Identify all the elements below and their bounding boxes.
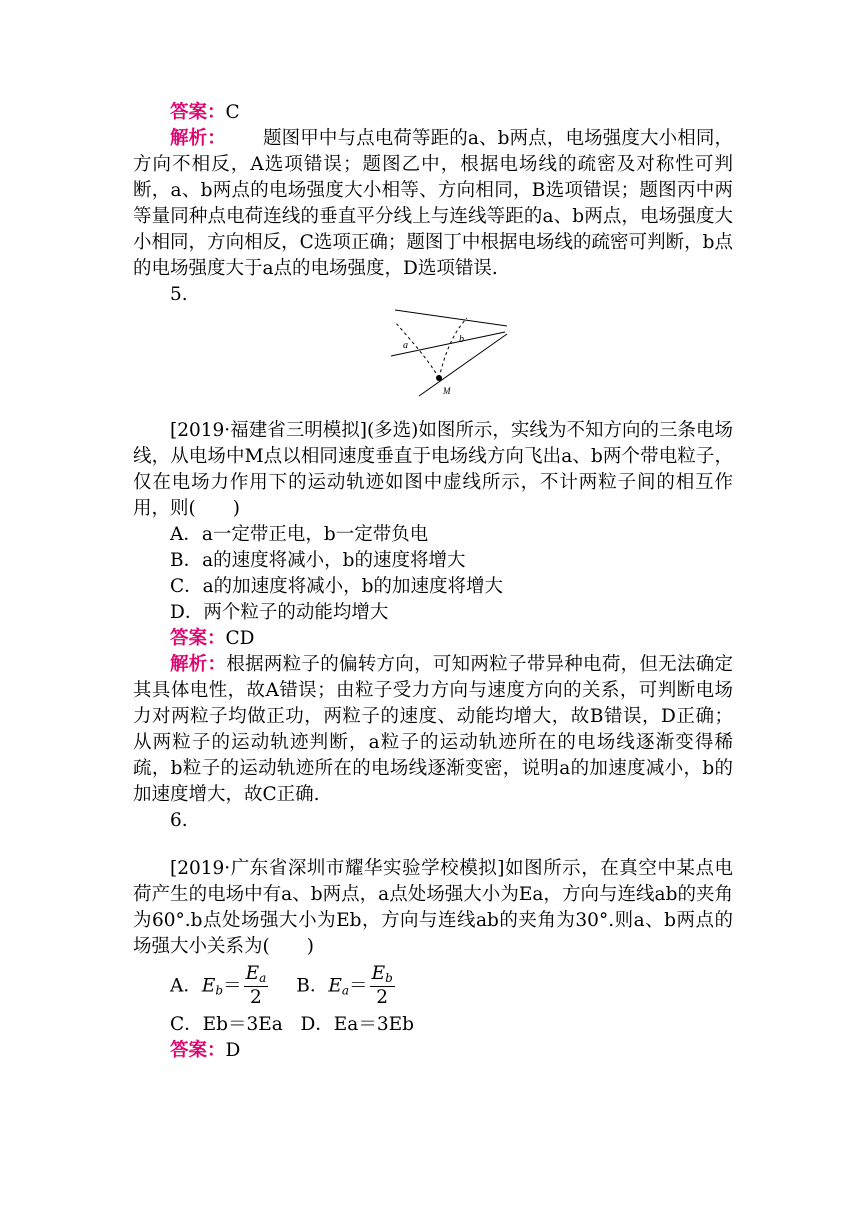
- answer-label: 答案：: [170, 1040, 226, 1061]
- fraction-num: E: [371, 962, 386, 984]
- trajectory-a: [395, 322, 439, 378]
- option-lhs-sub: b: [215, 983, 224, 997]
- fraction: [244, 962, 269, 1008]
- q4-answer: [133, 100, 733, 126]
- q5-answer: [133, 626, 733, 652]
- point-m: [436, 375, 442, 381]
- q5-option-b: B．a的速度将减小，b的速度将增大: [170, 550, 466, 571]
- q6-stem: [2019·广东省深圳市耀华实验学校模拟]如图所示，在真空中某点电荷产生的电场中有a、b两点，a点处场强大小为Ea，方向与连线ab的夹角为60°.b点处场强大小为Eb，方向与连线ab的夹角为30°.则a、b两点的场强大小关系为( ): [133, 858, 733, 957]
- option-lhs: E: [201, 975, 216, 996]
- answer-value: D: [225, 1040, 241, 1061]
- q6-option-c: C．Eb＝3Ea: [170, 1014, 283, 1035]
- q5-option-c: C．a的加速度将减小，b的加速度将增大: [170, 576, 504, 597]
- option-lhs-sub: a: [341, 983, 350, 997]
- option-lhs: E: [328, 975, 342, 996]
- field-line-middle: [391, 332, 505, 356]
- option-eq: ＝: [349, 975, 368, 996]
- answer-value: C: [225, 102, 240, 123]
- option-prefix: A．: [170, 975, 202, 996]
- analysis-text: 题图甲中与点电荷等距的a、b两点，电场强度大小相同，方向不相反，A选项错误；题图乙中，根据电场线的疏密及对称性可判断，a、b两点的电场强度大小相等、方向相同，B选项错误；题图丙中两等量同种点电荷连线的垂直平分线上与连线等距的a、b两点，电场强度大小相同，方向相反，C选项正确；题图丁中根据电场线的疏密可判断，b点的电场强度大于a点的电场强度，D选项错误.: [133, 128, 733, 279]
- q6-options-ab: [133, 960, 733, 1012]
- fraction: [370, 962, 395, 1008]
- analysis-text: 根据两粒子的偏转方向，可知两粒子带异种电荷，但无法确定其具体电性，故A错误；由粒子受力方向与速度方向的关系，可判断电场力对两粒子均做正功，两粒子的速度、动能均增大，故B错误，D正确；从两粒子的运动轨迹判断，a粒子的运动轨迹所在的电场线逐渐变得稀疏，b粒子的运动轨迹所在的电场线逐渐变密，说明a的加速度减小，b的加速度增大，故C正确.: [133, 654, 733, 805]
- q5-stem: [2019·福建省三明模拟](多选)如图所示，实线为不知方向的三条电场线，从电场中M点以相同速度垂直于电场线方向飞出a、b两个带电粒子，仅在电场力作用下的运动轨迹如图中虚线所示，不计两粒子间的相互作用，则( ): [133, 420, 733, 519]
- answer-label: 答案：: [170, 102, 226, 123]
- analysis-label: 解析：: [170, 654, 227, 675]
- option-prefix: B．: [296, 975, 329, 996]
- q6-answer: [133, 1038, 733, 1064]
- fraction-den: 2: [376, 986, 389, 1008]
- label-b: b: [459, 334, 464, 345]
- field-line-top: [395, 310, 507, 326]
- document-page: [133, 100, 733, 1064]
- option-eq: ＝: [223, 975, 242, 996]
- fraction-den: 2: [250, 986, 262, 1008]
- trajectory-b: [439, 318, 467, 378]
- q6-option-b: [296, 962, 397, 1008]
- fraction-num-sub: b: [385, 970, 393, 985]
- q6-figure-gap: [133, 834, 733, 856]
- fraction-num-sub: a: [259, 970, 267, 985]
- fraction-num: E: [245, 962, 260, 984]
- q6-option-d: D．Ea＝3Eb: [300, 1014, 414, 1035]
- field-lines-diagram: [389, 308, 509, 408]
- label-a: a: [403, 340, 408, 351]
- analysis-label: 解析：: [170, 128, 226, 149]
- q5-analysis: [133, 652, 733, 808]
- q6-number: 6.: [170, 810, 188, 831]
- q4-analysis: [133, 126, 733, 282]
- q5-option-a: A．a一定带正电，b一定带负电: [170, 524, 429, 545]
- q5-number: 5.: [170, 284, 188, 305]
- q5-figure: [133, 308, 733, 418]
- answer-value: CD: [225, 628, 255, 649]
- answer-label: 答案：: [170, 628, 226, 649]
- label-m: M: [443, 386, 451, 396]
- q6-options-cd: [133, 1012, 733, 1038]
- q5-option-d: D．两个粒子的动能均增大: [170, 602, 389, 623]
- q6-option-a: [170, 962, 270, 1008]
